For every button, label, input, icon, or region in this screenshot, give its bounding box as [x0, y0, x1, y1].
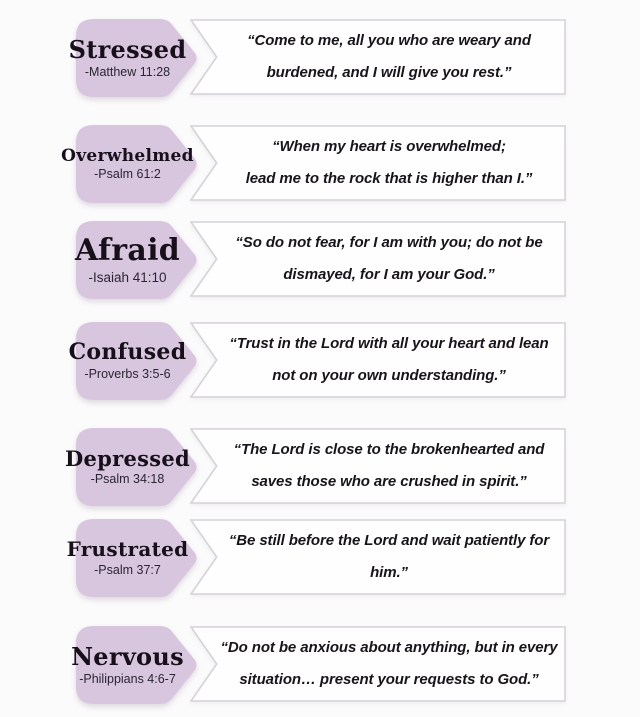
emotion-tag [66, 518, 200, 598]
verse-reference: -Psalm 61:2 [94, 167, 161, 182]
emotion-label: Frustrated [66, 537, 189, 562]
quote-line: him.” [370, 564, 408, 581]
emotion-tag [68, 18, 200, 98]
emotion-label: Confused [68, 339, 187, 366]
verse-reference: -Psalm 37:7 [94, 562, 161, 577]
emotion-label: Nervous [71, 642, 184, 672]
emotion-label: Afraid [74, 233, 181, 269]
quote-line: burdened, and I will give you rest.” [266, 64, 512, 81]
quote-line: “The Lord is close to the brokenhearted and [233, 441, 545, 458]
quote-text [190, 221, 566, 297]
emotion-label: Depressed [64, 445, 191, 471]
verse-row [0, 427, 640, 507]
tag-text [68, 18, 200, 98]
tag-text [64, 427, 200, 507]
quote-line: dismayed, for I am your God.” [283, 266, 495, 283]
emotion-label: Stressed [68, 35, 187, 65]
quote-text [190, 626, 566, 702]
quote-box [190, 221, 566, 297]
verse-row [0, 625, 640, 705]
emotion-tag [61, 124, 200, 204]
quote-line: “Be still before the Lord and wait patiently for [228, 532, 550, 549]
quote-line: “So do not fear, for I am with you; do not be [235, 234, 543, 251]
quote-box [190, 125, 566, 201]
emotion-tag [68, 321, 200, 401]
verse-row [0, 321, 640, 401]
quote-line: situation… present your requests to God.” [239, 671, 539, 688]
quote-line: “Do not be anxious about anything, but in every [220, 639, 558, 656]
quote-text [190, 519, 566, 595]
quote-box [190, 519, 566, 595]
verse-row [0, 220, 640, 300]
quote-line: “Trust in the Lord with all your heart and lean [229, 335, 549, 352]
verse-row [0, 124, 640, 204]
verse-row [0, 518, 640, 598]
emotion-label: Overwhelmed [61, 145, 194, 166]
verse-reference: -Psalm 34:18 [90, 472, 165, 487]
tag-text [75, 220, 200, 300]
verse-reference: -Matthew 11:28 [84, 64, 171, 79]
quote-line: “Come to me, all you who are weary and [247, 32, 531, 49]
quote-line: saves those who are crushed in spirit.” [251, 473, 527, 490]
quote-line: “When my heart is overwhelmed; [272, 138, 506, 155]
quote-box [190, 626, 566, 702]
quote-text [190, 125, 566, 201]
emotion-tag [71, 625, 200, 705]
quote-box [190, 322, 566, 398]
tag-text [66, 518, 200, 598]
verse-reference: -Isaiah 41:10 [88, 269, 167, 285]
quote-text [190, 19, 566, 95]
emotion-tag [64, 427, 200, 507]
tag-text [68, 321, 200, 401]
quote-box [190, 428, 566, 504]
quote-text [190, 428, 566, 504]
verse-reference: -Proverbs 3:5-6 [84, 366, 171, 381]
quote-box [190, 19, 566, 95]
verse-row [0, 18, 640, 98]
verse-reference: -Philippians 4:6-7 [79, 671, 176, 686]
quote-text [190, 322, 566, 398]
tag-text [61, 124, 200, 204]
quote-line: not on your own understanding.” [272, 367, 506, 384]
emotion-tag [75, 220, 200, 300]
tag-text [71, 625, 200, 705]
quote-line: lead me to the rock that is higher than I.” [245, 170, 533, 187]
